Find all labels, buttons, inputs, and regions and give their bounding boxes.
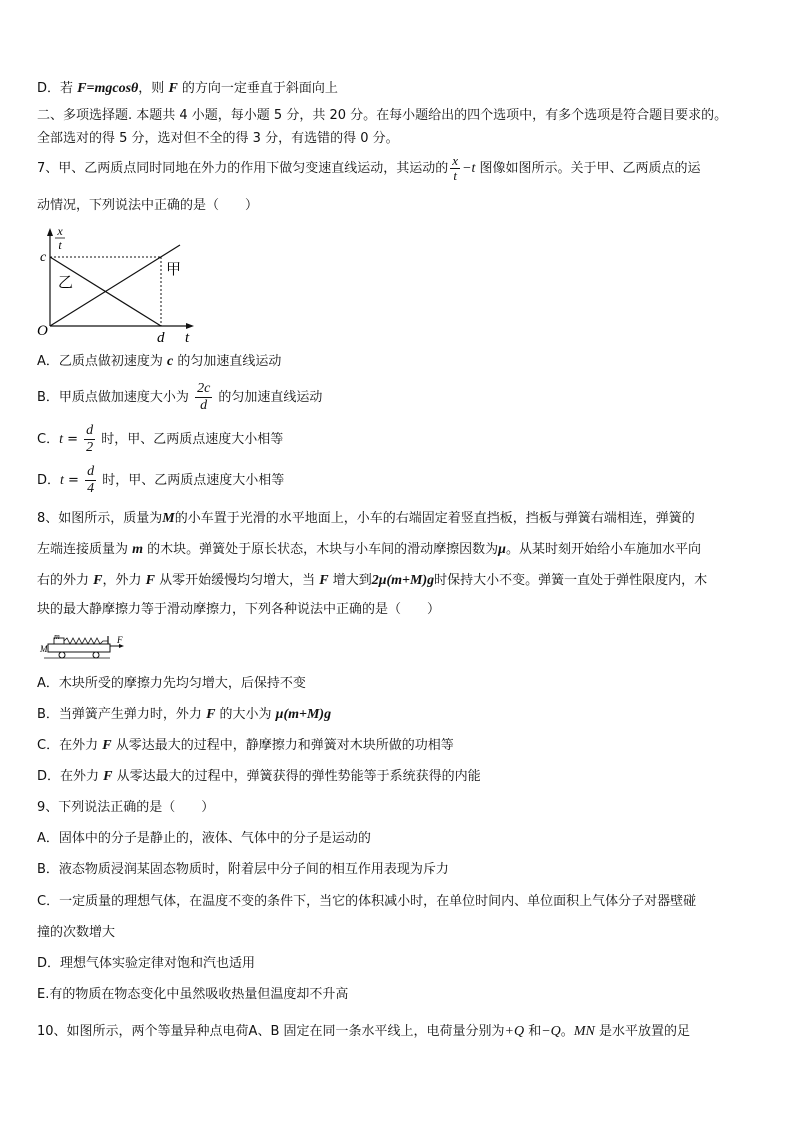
- t-label: t: [185, 330, 190, 344]
- o-label: O: [37, 323, 48, 339]
- q8-option-b: B．当弹簧产生弹力时，外力 F 的大小为 μ(m+M)g: [37, 707, 332, 722]
- label-F: F: [117, 635, 123, 645]
- section2-line2: 全部选对的得 5 分，选对但不全的得 3 分，有选错的得 0 分。: [37, 131, 399, 146]
- q8-line4: 块的最大静摩擦力等于滑动摩擦力，下列各种说法中正确的是（ ）: [37, 602, 441, 617]
- y-label-num: x: [57, 224, 63, 238]
- text: 7、甲、乙两质点同时同地在外力的作用下做匀变速直线运动，其运动的: [37, 161, 449, 176]
- label-M: M: [40, 644, 48, 654]
- q8-option-d: D．在外力 F 从零达最大的过程中，弹簧获得的弹性势能等于系统获得的内能: [37, 769, 481, 784]
- q9-option-d: D．理想气体实验定律对饱和汽也适用: [37, 956, 256, 971]
- wheel-right: [93, 652, 99, 658]
- charge-a: A: [248, 1024, 258, 1039]
- text: ，则: [138, 81, 169, 96]
- wheel-left: [59, 652, 65, 658]
- fraction-x-over-t: $\frac{x}{t}$: [452, 153, 459, 183]
- q10-stem-line1: 10、如图所示，两个等量异种点电荷A、B 固定在同一条水平线上，电荷量分别为+Q 和−Q。MN 是水平放置的足: [37, 1024, 690, 1039]
- q6-option-d: [37, 80, 338, 98]
- y-label-den: t: [58, 238, 62, 252]
- q7-option-a: A．乙质点做初速度为 c 的匀加速直线运动: [37, 354, 282, 369]
- q7-option-c: C．t = $\frac{d}{2}$ 时，甲、乙两质点速度大小相等: [37, 423, 284, 455]
- cart-body: [48, 644, 110, 652]
- q8-line1: 8、如图所示，质量为M的小车置于光滑的水平地面上，小车的右端固定着竖直挡板，挡板与弹簧右端相连，弹簧的: [37, 511, 695, 526]
- q7-stem-line2: 动情况，下列说法中正确的是（ ）: [37, 198, 259, 213]
- yi-label: 乙: [58, 275, 74, 291]
- formula: F=mgcosθ: [77, 81, 139, 96]
- q7-stem-line1: [37, 153, 701, 185]
- text: 图像如图所示。关于甲、乙两质点的运: [475, 161, 701, 176]
- q8-line2: 左端连接质量为 m 的木块。弹簧处于原长状态，木块与小车间的滑动摩擦因数为μ。从某时刻开始给小车施加水平向: [37, 542, 701, 557]
- q9-stem: 9、下列说法正确的是（ ）: [37, 800, 215, 815]
- q9-option-b: B．液态物质浸润某固态物质时，附着层中分子间的相互作用表现为斥力: [37, 862, 449, 877]
- c-label: c: [40, 250, 47, 265]
- q9-option-c-line2: 撞的次数增大: [37, 925, 116, 940]
- y-axis-arrow: [47, 228, 53, 236]
- jia-label: 甲: [166, 262, 182, 278]
- charge-b: B: [270, 1024, 280, 1039]
- d-label: d: [157, 330, 165, 344]
- spring: [64, 638, 108, 644]
- q9-option-c-line1: C．一定质量的理想气体，在温度不变的条件下，当它的体积减小时，在单位时间内、单位面积上气体分子对器壁碰: [37, 894, 697, 909]
- q9-option-e: E.有的物质在物态变化中虽然吸收热量但温度却不升高: [37, 987, 349, 1002]
- label-m: m: [54, 632, 60, 641]
- q7-graph: [30, 222, 200, 344]
- minus-t: −t: [462, 161, 476, 176]
- x-axis-arrow: [186, 323, 194, 329]
- section2-line1: 二、多项选择题. 本题共 4 小题，每小题 5 分，共 20 分。在每小题给出的四个选项中，有多个选项是符合题目要求的。: [37, 108, 728, 123]
- var-f: F: [168, 81, 178, 96]
- text: D．若: [37, 81, 78, 96]
- q7-option-d: D．t = $\frac{d}{4}$ 时，甲、乙两质点速度大小相等: [37, 464, 285, 496]
- q8-figure: [38, 632, 138, 662]
- q9-option-a: A．固体中的分子是静止的，液体、气体中的分子是运动的: [37, 831, 371, 846]
- q8-option-c: C．在外力 F 从零达最大的过程中，静摩擦力和弹簧对木块所做的功相等: [37, 738, 454, 753]
- q8-option-a: A．木块所受的摩擦力先均匀增大，后保持不变: [37, 676, 306, 691]
- q7-option-b: B．甲质点做加速度大小为 $\frac{2c}{d}$ 的匀加速直线运动: [37, 381, 323, 413]
- text: 的方向一定垂直于斜面向上: [177, 81, 338, 96]
- q8-line3: 右的外力 F，外力 F 从零开始缓慢均匀增大，当 F 增大到2μ(m+M)g时保持大小不变。弹簧一直处于弹性限度内，木: [37, 573, 708, 588]
